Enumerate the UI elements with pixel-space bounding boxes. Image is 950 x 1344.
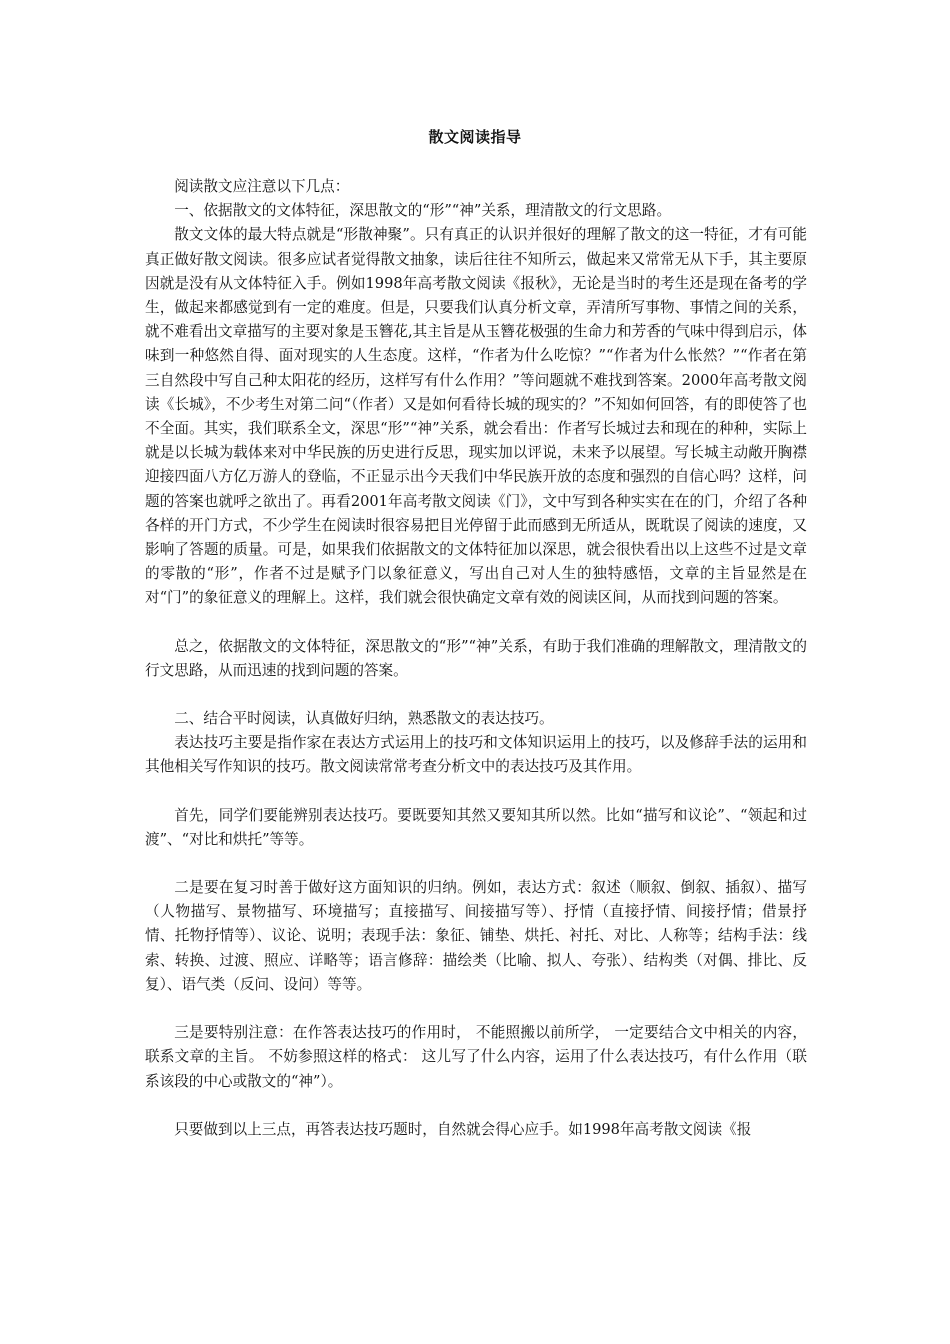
- section-two-definition-paragraph: 表达技巧主要是指作家在表达方式运用上的技巧和文体知识运用上的技巧，以及修辞手法的运用和其他相关写作知识的技巧。散文阅读常常考查分析文中的表达技巧及其作用。: [145, 734, 807, 776]
- section-two-third-point-paragraph: 三是要特别注意：在作答表达技巧的作用时， 不能照搬以前所学， 一定要结合文中相关的内容， 联系文章的主旨。 不妨参照这样的格式： 这儿写了什么内容，运用了什么表达技巧，有什么作用（联系该段的中心或散文的“神”）。: [145, 1024, 807, 1090]
- document-body: [145, 175, 807, 1142]
- section-two-conclusion-paragraph: 只要做到以上三点，再答表达技巧题时，自然就会得心应手。如1998年高考散文阅读《报: [174, 1120, 752, 1138]
- section-two-first-point-paragraph: 首先，同学们要能辨别表达技巧。要既要知其然又要知其所以然。比如“描写和议论”、“领起和过渡”、“对比和烘托”等等。: [145, 806, 807, 848]
- intro-paragraph: 阅读散文应注意以下几点：: [174, 178, 350, 195]
- section-one-heading: 一、依据散文的文体特征，深思散文的“形”“神”关系，理清散文的行文思路。: [174, 202, 672, 220]
- section-one-summary-paragraph: 总之，依据散文的文体特征，深思散文的“形”“神”关系，有助于我们准确的理解散文，理清散文的行文思路，从而迅速的找到问题的答案。: [145, 637, 807, 679]
- section-one-body-paragraph: 散文文体的最大特点就是“形散神聚”。只有真正的认识并很好的理解了散文的这一特征，才有可能真正做好散文阅读。很多应试者觉得散文抽象，读后往往不知所云，做起来又常常无从下手，其主要原因就是没有从文体特征入手。例如1998年高考散文阅读《报秋》，无论是当时的考生还是现在备考的学生，做起来都感觉到有一定的难度。但是，只要我们认真分析文章，弄清所写事物、事情之间的关系，就不难看出文章描写的主要对象是玉簪花,其主旨是从玉簪花极强的生命力和芳香的气味中得到启示，体味到一种悠然自得、面对现实的人生态度。这样，“作者为什么吃惊？”“作者为什么怅然？”“作者在第三自然段中写自己种太阳花的经历，这样写有什么作用？”等问题就不难找到答案。2000年高考散文阅读《长城》，不少考生对第二问“（作者）又是如何看待长城的现实的？”不知如何回答，有的即使答了也不全面。其实，我们联系全文，深思“形”“神”关系，就会看出：作者写长城过去和现在的种种，实际上就是以长城为载体来对中华民族的历史进行反思，现实加以评说，未来予以展望。写长城主动敞开胸襟迎接四面八方亿万游人的登临，不正显示出今天我们中华民族开放的态度和强烈的自信心吗？这样，问题的答案也就呼之欲出了。再看2001年高考散文阅读《门》，文中写到各种实实在在的门，介绍了各种各样的开门方式，不少学生在阅读时很容易把目光停留于此而感到无所适从，既耽误了阅读的速度，又影响了答题的质量。可是，如果我们依据散文的文体特征加以深思，就会很快看出以上这些不过是文章的零散的“形”，作者不过是赋予门以象征意义，写出自己对人生的独特感悟，文章的主旨显然是在对“门”的象征意义的理解上。这样，我们就会很快确定文章有效的阅读区间，从而找到问题的答案。: [145, 226, 807, 607]
- document-title: 散文阅读指导: [428, 128, 522, 146]
- section-two-heading: 二、结合平时阅读，认真做好归纳，熟悉散文的表达技巧。: [174, 710, 554, 728]
- section-two-second-point-paragraph: 二是要在复习时善于做好这方面知识的归纳。例如，表达方式：叙述（顺叙、倒叙、插叙）、描写（人物描写、景物描写、环境描写；直接描写、间接描写等）、抒情（直接抒情、间接抒情；借景抒情、托物抒情等）、议论、说明；表现手法：象征、铺垫、烘托、衬托、对比、人称等；结构手法：线索、转换、过渡、照应、详略等；语言修辞：描绘类（比喻、拟人、夸张）、结构类（对偶、排比、反复）、语气类（反问、设问）等等。: [145, 879, 807, 993]
